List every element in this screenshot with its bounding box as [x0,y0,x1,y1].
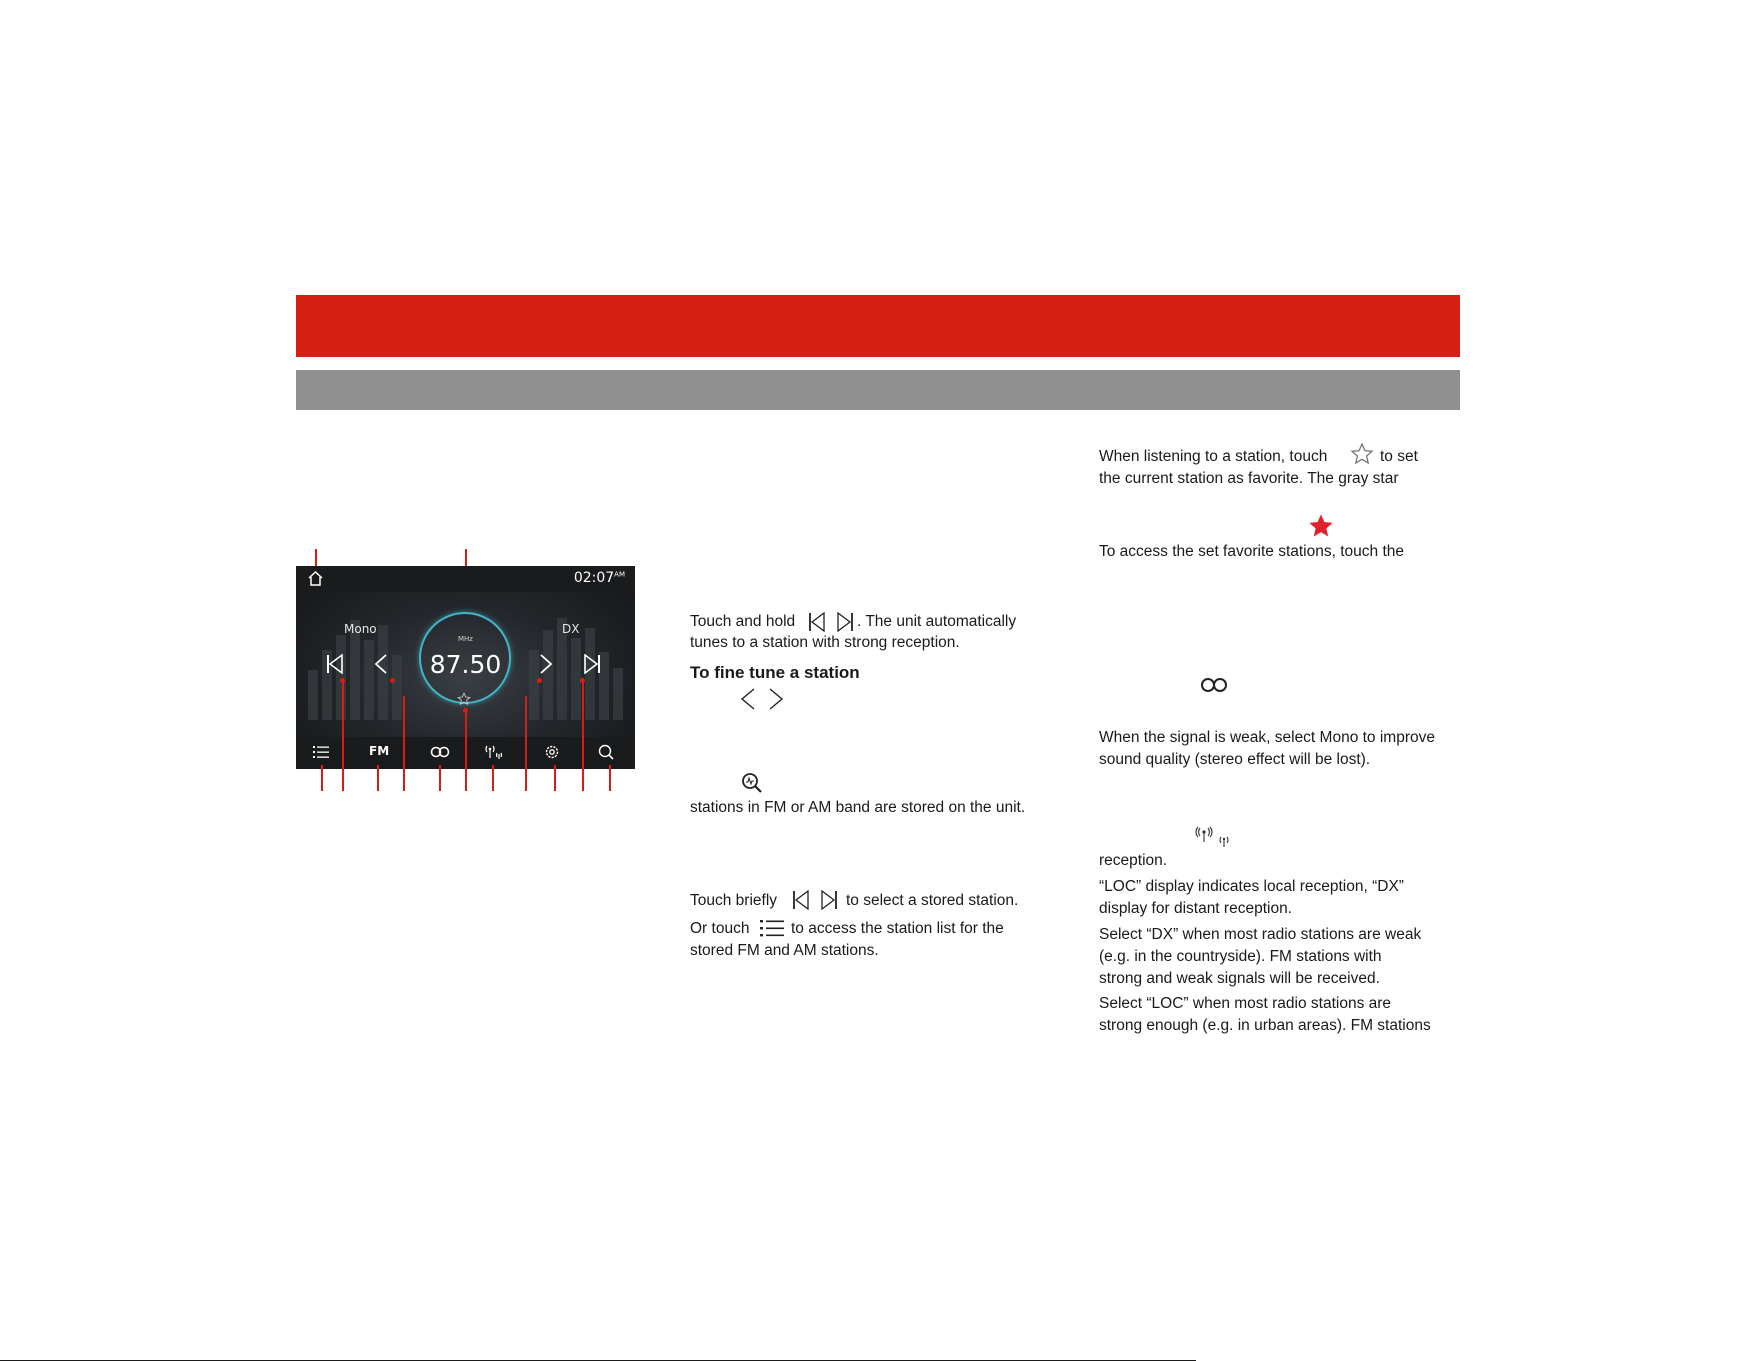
local-distant-icon [1194,826,1234,848]
loc2-text-line1: Select “LOC” when most radio stations are [1099,995,1392,1012]
band-button[interactable]: FM [369,744,390,758]
mono-text-line2: sound quality (stereo effect will be lost). [1099,751,1371,768]
favorite-star-icon[interactable] [457,692,471,706]
favorite-text-line1a: When listening to a station, touch [1099,448,1328,465]
loc-text-line2: display for distant reception. [1099,900,1292,917]
section-header-bar [296,295,1460,357]
callout-line-prev [342,680,344,791]
seek-text-suffix: . The unit automatically [857,613,1017,630]
seek-text-line2: tunes to a station with strong reception. [690,634,960,651]
touch-briefly-prefix: Touch briefly [690,892,778,909]
callout-line-tune-down [403,696,405,791]
callout-line-stereo [439,765,441,791]
favorite-star-filled-icon [1307,512,1335,540]
prev-station-icon [808,612,826,632]
mono-label: Mono [344,622,377,636]
stereo-icon [1200,677,1228,693]
callout-line-loc-dx [492,765,494,791]
auto-search-icon [741,772,763,794]
dx-text-line1: Select “DX” when most radio stations are weak [1099,926,1422,943]
touch-briefly-suffix: to select a stored station. [846,892,1019,909]
auto-search-icon[interactable] [598,744,614,760]
settings-icon[interactable] [544,744,560,760]
subsection-header-bar [296,370,1460,410]
callout-dot-tune-down [390,678,395,683]
callout-dot-tune-up [537,678,542,683]
mono-text-line1: When the signal is weak, select Mono to improve [1099,729,1435,746]
tune-up-icon [768,688,784,710]
callout-line-favorite [465,710,467,791]
clock-display: $02:07^{AM}$ [573,570,625,586]
next-station-icon [820,890,838,910]
next-station-icon[interactable] [583,654,601,674]
list-icon [760,918,784,938]
favorite-star-icon [1350,442,1374,466]
stereo-icon[interactable] [430,746,450,758]
tune-down-icon [740,688,756,710]
callout-line-list [321,765,323,791]
callout-line-band [377,765,379,791]
next-station-icon [836,612,854,632]
callout-line-search [609,765,611,791]
or-touch-prefix: Or touch [690,920,750,937]
seek-text-prefix: Touch and hold [690,613,796,630]
or-touch-line2: stored FM and AM stations. [690,942,879,959]
callout-dot-prev [340,678,345,683]
loc-text-line1: “LOC” display indicates local reception, “DX” [1099,878,1404,895]
frequency-unit: MHz [458,635,473,643]
favorite-access-text: To access the set favorite stations, touch the [1099,543,1404,560]
fine-tune-heading: To fine tune a station [690,663,860,682]
callout-line-tune-up [525,696,527,791]
callout-line-settings [554,765,556,791]
prev-station-icon[interactable] [326,654,344,674]
loc2-text-line2: strong enough (e.g. in urban areas). FM stations [1099,1017,1431,1034]
local-distant-icon[interactable] [484,744,506,760]
or-touch-suffix: to access the station list for the [791,920,1004,937]
home-icon[interactable] [307,570,324,587]
dx-text-line3: strong and weak signals will be received. [1099,970,1380,987]
dx-text-line2: (e.g. in the countryside). FM stations with [1099,948,1382,965]
list-icon[interactable] [313,744,329,760]
prev-station-icon [792,890,810,910]
favorite-text-line1b: to set [1380,448,1418,465]
tune-down-icon[interactable] [374,654,388,674]
frequency-display: 87.50 [429,650,502,679]
callout-line-next [582,680,584,791]
tune-up-icon[interactable] [539,654,553,674]
auto-store-text: stations in FM or AM band are stored on the unit. [690,799,1026,816]
favorite-text-line2: the current station as favorite. The gray star [1099,470,1399,487]
reception-text: reception. [1099,852,1168,869]
callout-dot-next [580,678,585,683]
dx-label: DX [562,622,580,636]
callout-dot-favorite [463,708,468,713]
